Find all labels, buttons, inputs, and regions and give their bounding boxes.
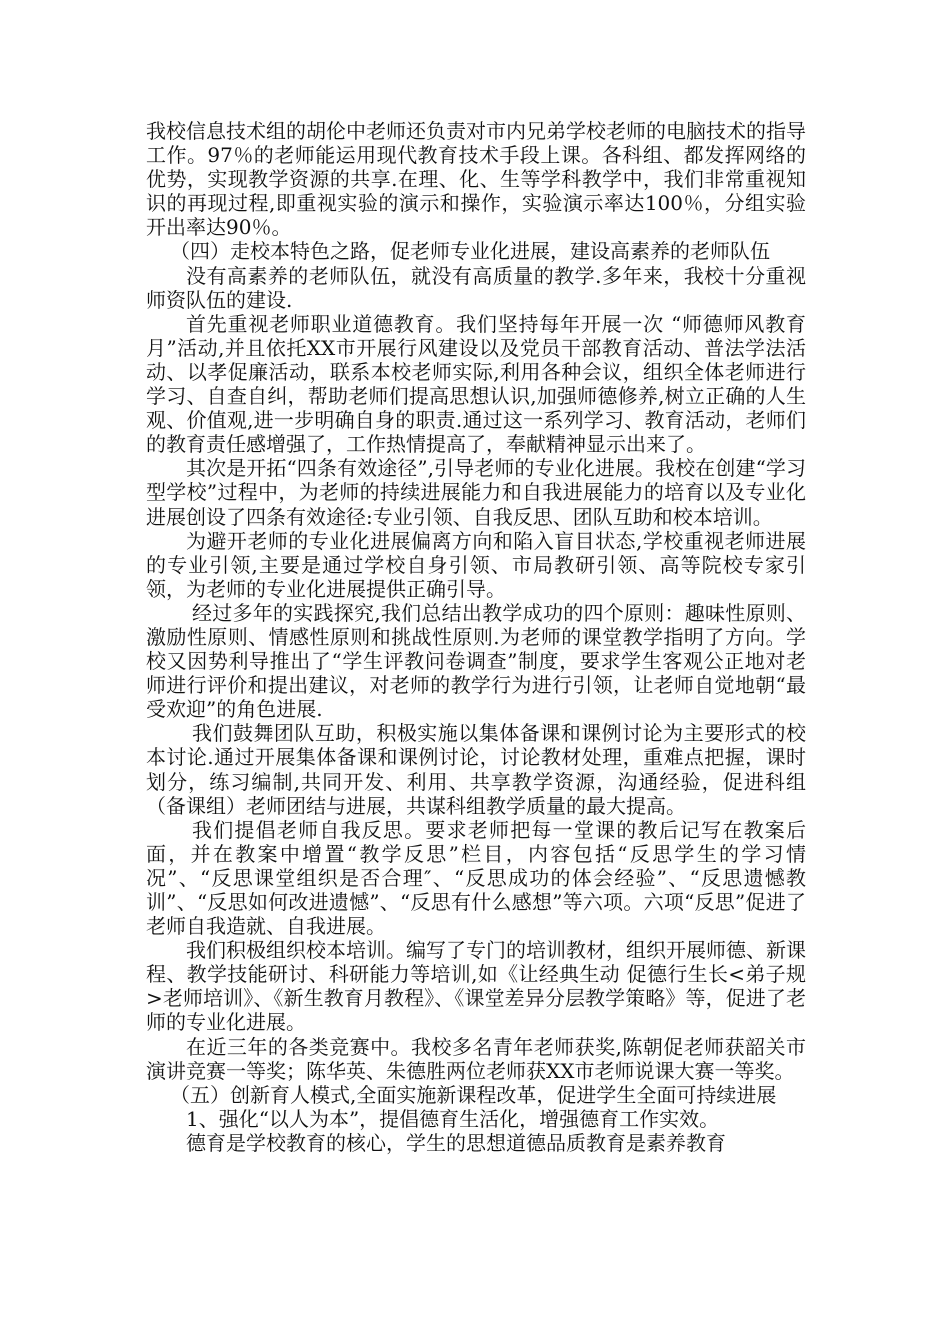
- paragraph-ethics-education: 首先重视老师职业道德教育。我们坚持每年开展一次 “师德师风教育月”活动,并且依托XX市开展行风建设以及党员干部教育活动、普法学法活动、以孝促廉活动，联系本校老师实际,利用各种会议，组织全体老师进行学习、自查自纠，帮助老师们提高思想认识,加强师德修养,树立正确的人生观、价值观,进一步明确自身的职责.通过这一系列学习、教育活动，老师们的教育责任感增强了，工作热情提高了，奉献精神显示出来了。: [146, 311, 806, 457]
- paragraph-self-reflection: 我们提倡老师自我反思。要求老师把每一堂课的教后记写在教案后面，并在教案中增置“教学反思”栏目，内容包括“反思学生的学习情况”、“反思课堂组织是否合理″、“反思成功的体会经验”、“反思遗憾教训”、“反思如何改进遗憾”、“反思有什么感想”等六项。六项“反思”促进了老师自我造就、自我进展。: [146, 817, 806, 939]
- paragraph-competition-awards: 在近三年的各类竞赛中。我校多名青年老师获奖,陈朝促老师获韶关市演讲竞赛一等奖；陈华英、朱德胜两位老师获XX市老师说课大赛一等奖。: [146, 1034, 806, 1083]
- paragraph-four-principles: 经过多年的实践探究,我们总结出教学成功的四个原则：趣味性原则、激励性原则、情感性原则和挑战性原则.为老师的课堂教学指明了方向。学校又因势利导推出了“学生评教问卷调查”制度，要求学生客观公正地对老师进行评价和提出建议，对老师的教学行为进行引领，让老师自觉地朝“最受欢迎”的角色进展.: [146, 600, 806, 722]
- paragraph-moral-education: 德育是学校教育的核心，学生的思想道德品质教育是素养教育: [186, 1130, 726, 1155]
- document-body: [146, 119, 806, 1155]
- paragraph-team-collaboration: 我们鼓舞团队互助，积极实施以集体备课和课例讨论为主要形式的校本讨论.通过开展集体备课和课例讨论，讨论教材处理，重难点把握，课时划分，练习编制,共同开发、利用、共享教学资源，沟通经验，促进科组（备课组）老师团结与进展，共谋科组教学质量的最大提高。: [146, 721, 806, 818]
- paragraph-professional-guidance: 为避开老师的专业化进展偏离方向和陷入盲目状态,学校重视老师进展的专业引领,主要是通过学校自身引领、市局教研引领、高等院校专家引领，为老师的专业化进展提供正确引导。: [146, 528, 806, 601]
- section-heading-four: （四）走校本特色之路，促老师专业化进展，建设高素养的老师队伍: [170, 239, 770, 264]
- subsection-heading-one: 1、强化“以人为本”，提倡德育生活化，增强德育工作实效。: [186, 1106, 720, 1131]
- section-heading-five: （五）创新育人模式,全面实施新课程改革，促进学生全面可持续进展: [170, 1082, 777, 1107]
- paragraph-school-training: 我们积极组织校本培训。编写了专门的培训教材，组织开展师德、新课程、教学技能研讨、科研能力等培训,如《让经典生动 促德行生长<弟子规>老师培训》、《新生教育月教程》、《课堂差异分层教学策略》等，促进了老师的专业化进展。: [146, 938, 806, 1035]
- paragraph-four-pathways: 其次是开拓“四条有效途径”,引导老师的专业化进展。我校在创建“学习型学校”过程中，为老师的持续进展能力和自我进展能力的培育以及专业化进展创设了四条有效途径:专业引领、自我反思、团队互助和校本培训。: [146, 456, 806, 529]
- paragraph-it-usage: 我校信息技术组的胡伦中老师还负责对市内兄弟学校老师的电脑技术的指导工作。97％的老师能运用现代教育技术手段上课。各科组、都发挥网络的优势，实现教学资源的共享.在理、化、生等学科教学中，我们非常重视知识的再现过程,即重视实验的演示和操作，实验演示率达100％，分组实验开出率达90％。: [146, 119, 806, 240]
- paragraph-teacher-team: 没有高素养的老师队伍，就没有高质量的教学.多年来，我校十分重视师资队伍的建设.: [146, 263, 806, 312]
